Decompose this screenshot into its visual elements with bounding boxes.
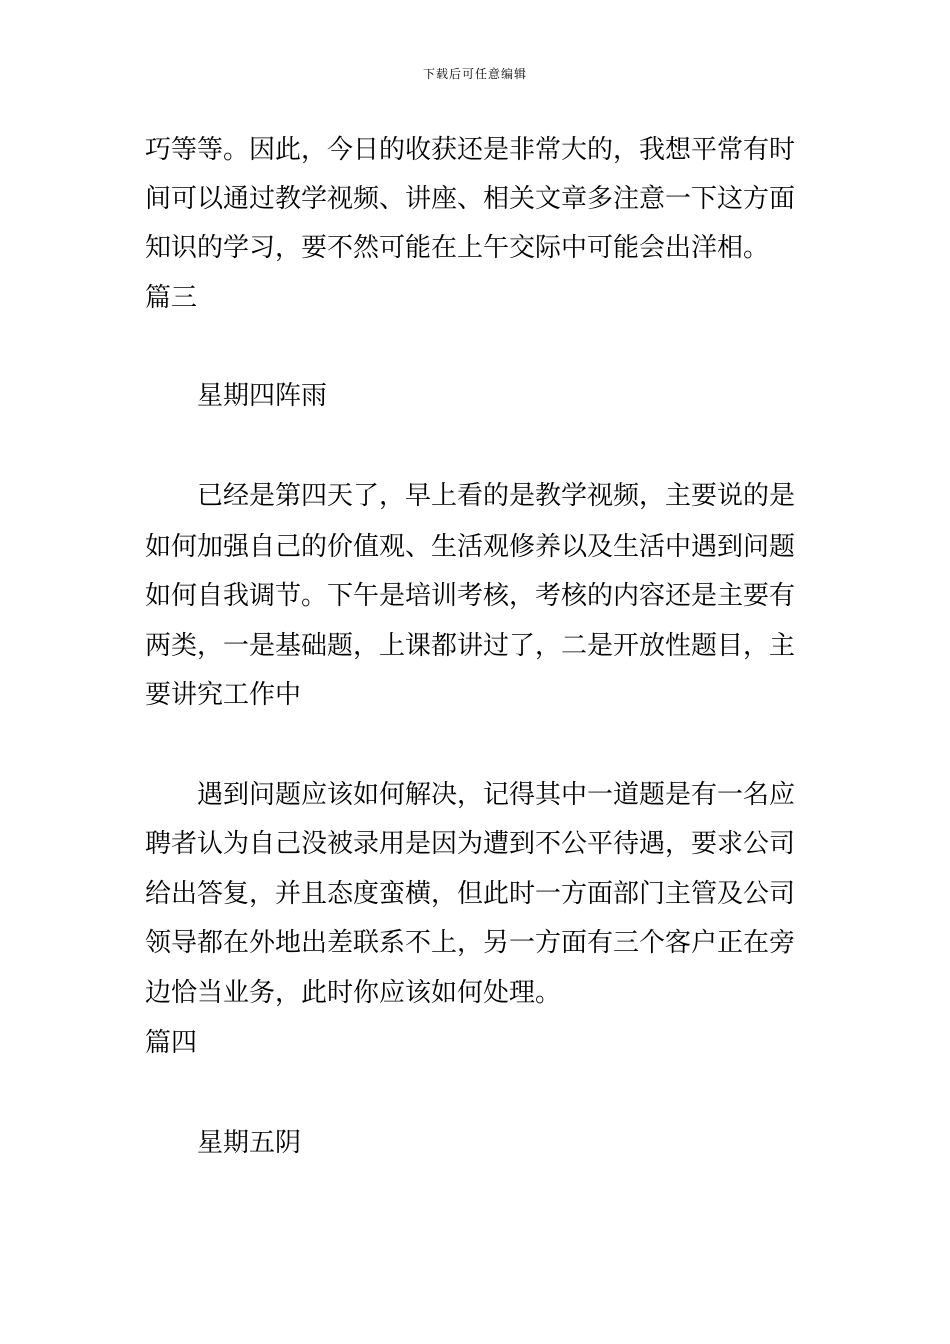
section-heading: 篇三 — [145, 283, 198, 313]
body-line: 领导都在外地出差联系不上，另一方面有三个客户正在旁 — [145, 928, 796, 958]
body-line: 间可以通过教学视频、讲座、相关文章多注意一下这方面 — [145, 184, 796, 214]
entry-title: 星期四阵雨 — [197, 381, 328, 411]
page-header: 下载后可任意编辑 — [422, 67, 527, 81]
body-line: 要讲究工作中 — [145, 680, 302, 710]
entry-title: 星期五阴 — [197, 1128, 302, 1158]
body-line: 边恰当业务，此时你应该如何处理。 — [145, 978, 562, 1008]
body-line: 两类，一是基础题，上课都讲过了，二是开放性题目，主 — [145, 631, 796, 661]
body-line: 给出答复，并且态度蛮横，但此时一方面部门主管及公司 — [145, 879, 796, 909]
body-line: 如何自我调节。下午是培训考核，考核的内容还是主要有 — [145, 581, 796, 611]
body-line: 遇到问题应该如何解决，记得其中一道题是有一名应 — [197, 780, 796, 810]
section-heading: 篇四 — [145, 1028, 198, 1058]
body-line: 知识的学习，要不然可能在上午交际中可能会出洋相。 — [145, 233, 770, 263]
body-line: 巧等等。因此，今日的收获还是非常大的，我想平常有时 — [145, 135, 796, 165]
body-line: 如何加强自己的价值观、生活观修养以及生活中遇到问题 — [145, 532, 796, 562]
body-line: 已经是第四天了，早上看的是教学视频，主要说的是 — [197, 481, 796, 511]
body-line: 聘者认为自己没被录用是因为遭到不公平待遇，要求公司 — [145, 829, 796, 859]
